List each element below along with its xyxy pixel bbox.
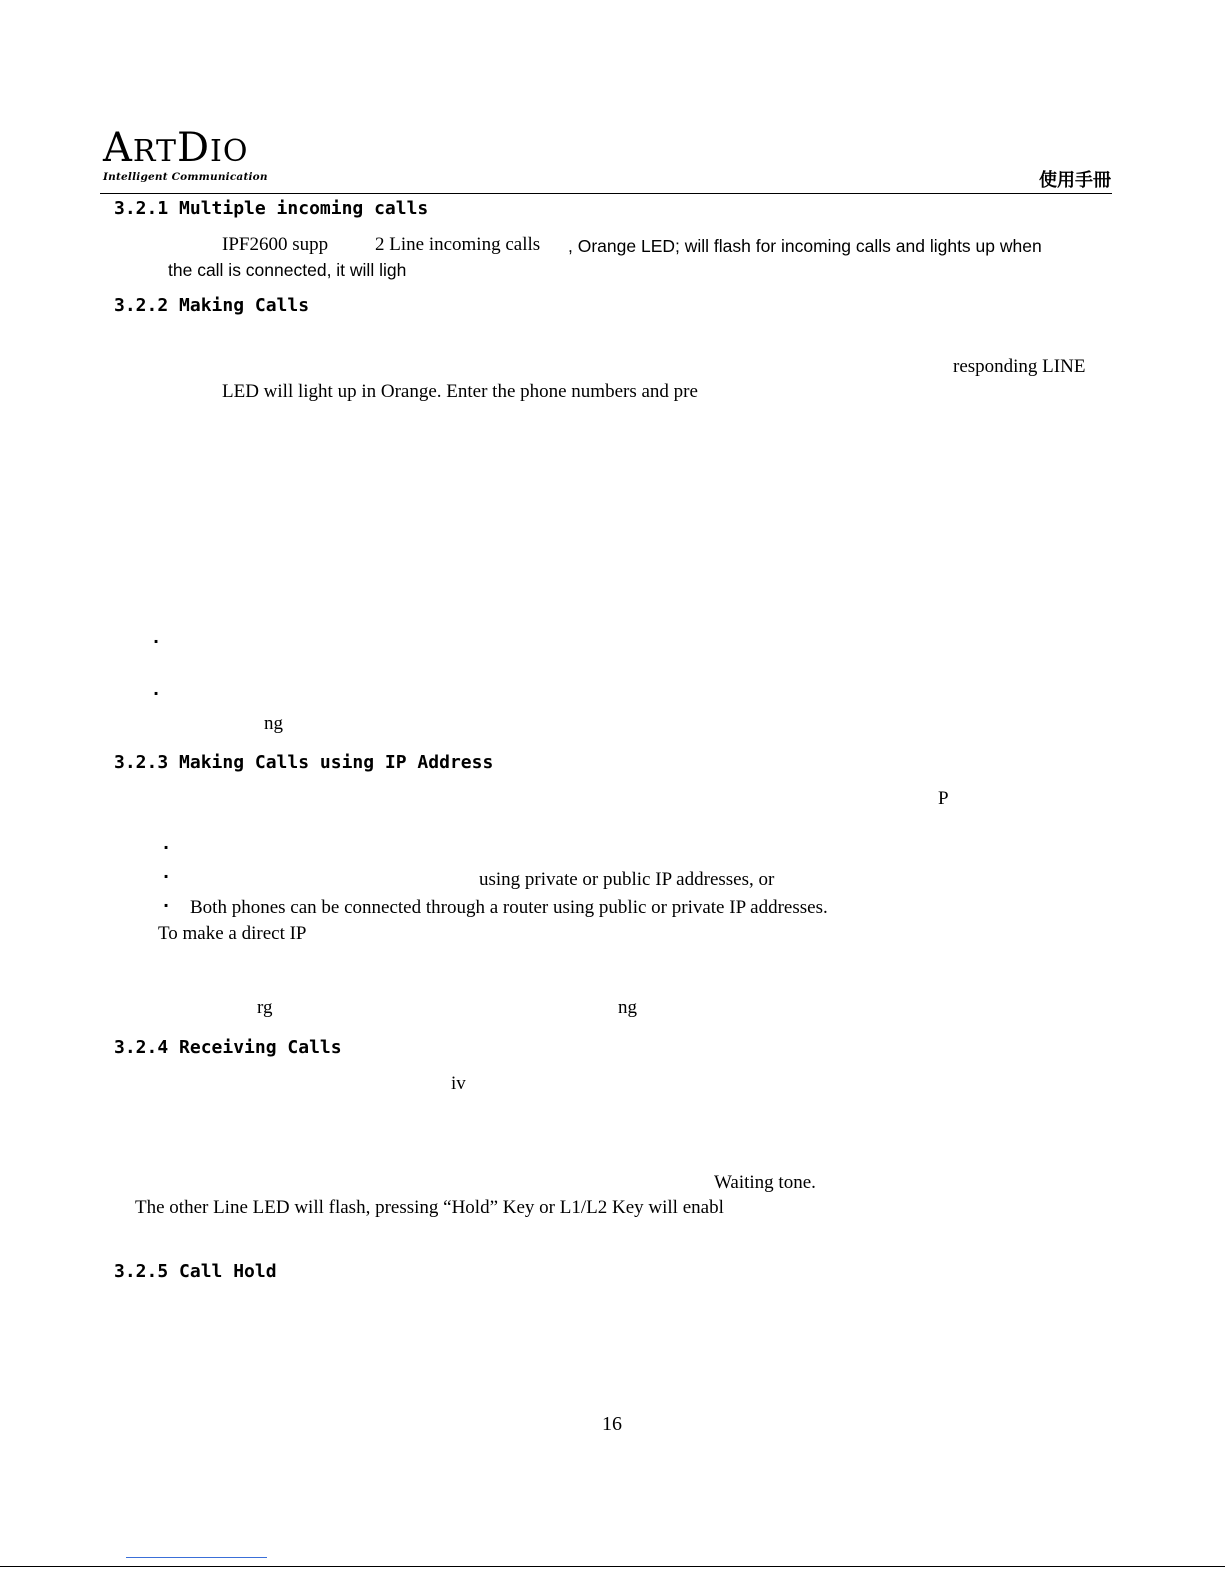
section-heading-3-2-2: 3.2.2 Making Calls (114, 295, 310, 316)
s1-text-c: , Orange LED; will flash for incoming calls and lights up when (568, 236, 1042, 256)
s2-text-fragment-2: LED will light up in Orange. Enter the phone numbers and pre (222, 381, 698, 402)
section-heading-3-2-3: 3.2.3 Making Calls using IP Address (114, 752, 494, 773)
artdio-logo: ARTDIO (103, 125, 249, 171)
s4-text-fragment-1: iv (451, 1073, 466, 1094)
section-heading-3-2-1: 3.2.1 Multiple incoming calls (114, 198, 429, 219)
s2-bullet-1: · (153, 632, 160, 651)
s1-text-line2: the call is connected, it will ligh (168, 260, 407, 280)
s3-text-fragment-5: ng (618, 997, 637, 1018)
s3-bullet-3-text: Both phones can be connected through a router using public or private IP addresses. (190, 897, 828, 918)
s3-text-fragment-4: rg (257, 997, 273, 1018)
s2-text-fragment-3: ng (264, 713, 283, 734)
s3-bullet-1: · (163, 838, 170, 857)
s4-text-fragment-3: The other Line LED will flash, pressing “Hold” Key or L1/L2 Key will enabl (135, 1197, 724, 1218)
s4-text-fragment-2: Waiting tone. (714, 1172, 816, 1193)
section-heading-3-2-4: 3.2.4 Receiving Calls (114, 1037, 342, 1058)
s3-text-fragment-1: P (938, 788, 949, 809)
s3-text-fragment-3: To make a direct IP (158, 923, 307, 944)
s1-text-b: 2 Line incoming calls (375, 234, 541, 255)
s3-bullet-3: · (163, 896, 170, 915)
page-number: 16 (602, 1413, 622, 1435)
footer-link-underline[interactable] (126, 1557, 267, 1558)
s3-text-fragment-2: using private or public IP addresses, or (479, 869, 775, 890)
section-heading-3-2-5: 3.2.5 Call Hold (114, 1261, 277, 1282)
s2-bullet-2: · (153, 684, 160, 703)
s1-text-a: IPF2600 supp (222, 234, 329, 255)
s3-bullet-2: · (163, 867, 170, 886)
logo-tagline: Intelligent Communication (103, 171, 268, 183)
header-divider (100, 193, 1112, 194)
footer-divider (0, 1566, 1225, 1567)
s2-text-fragment-1: responding LINE (953, 356, 1086, 377)
manual-title: 使用手冊 (1039, 170, 1111, 191)
